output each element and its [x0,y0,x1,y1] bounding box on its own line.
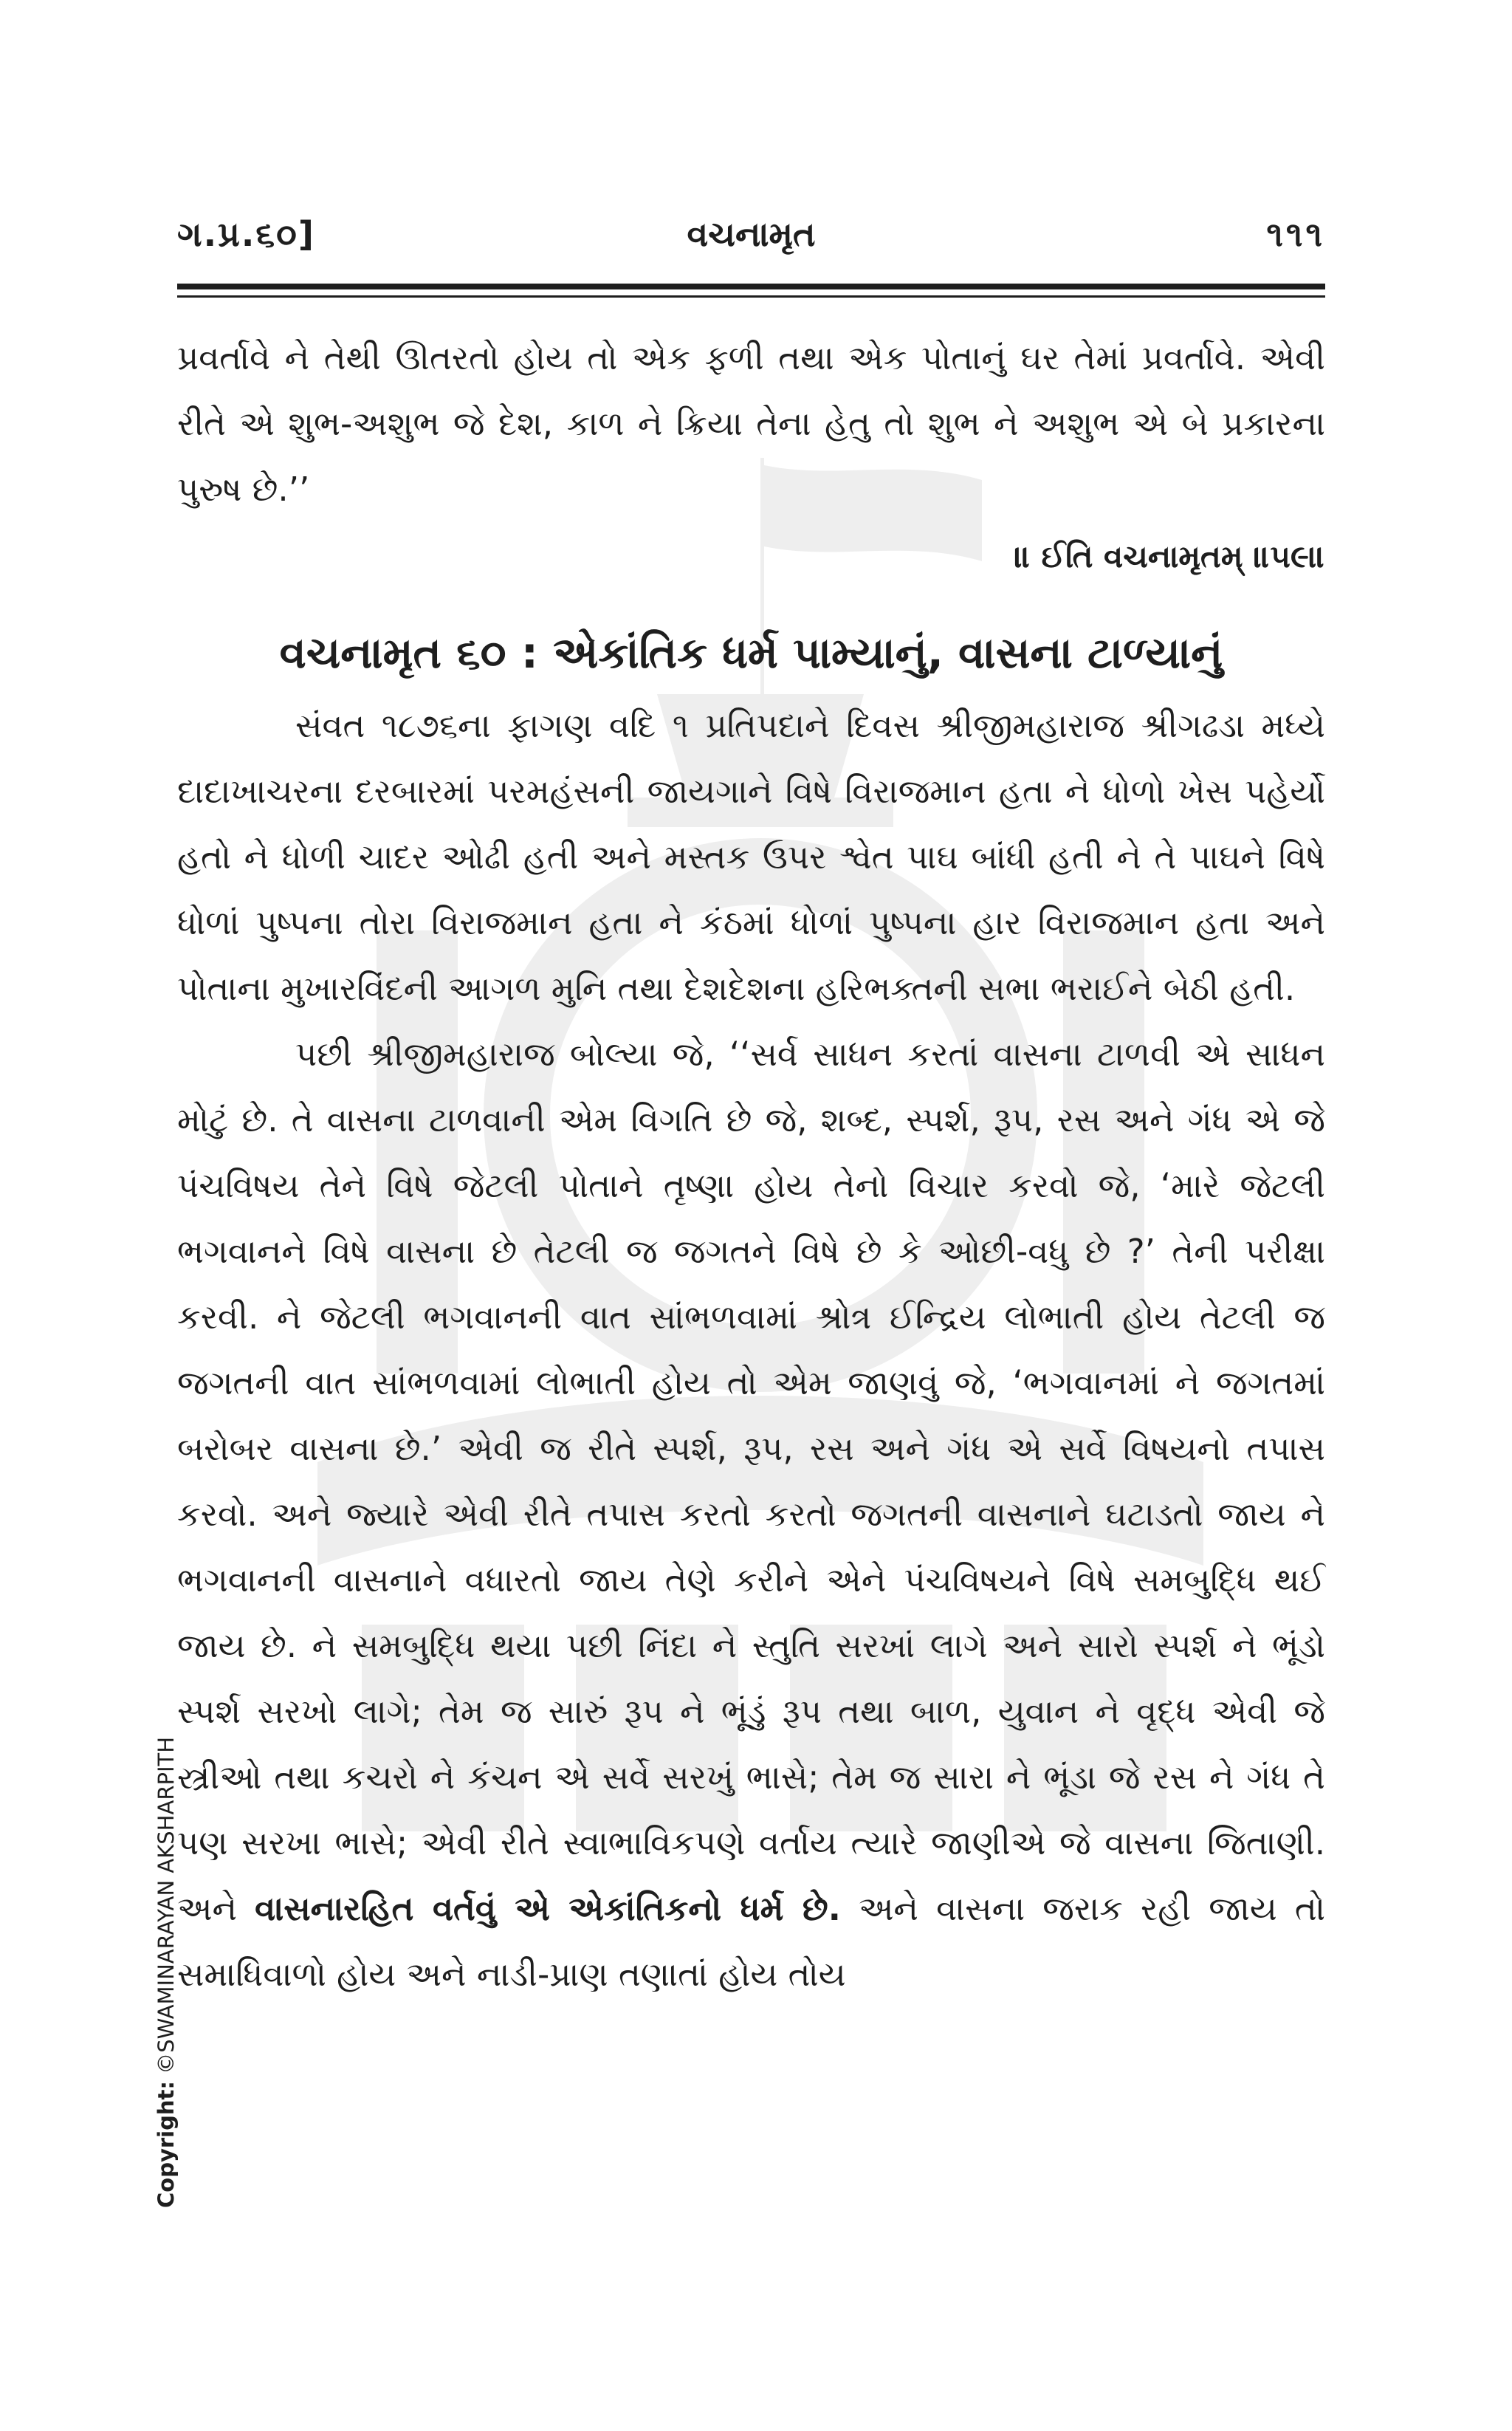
copyright-margin-note [154,1737,179,2208]
section-heading: વચનામૃત ૬૦ : એકાંતિક ધર્મ પામ્યાનું, વાસના ટાળ્યાનું [279,628,1223,678]
paragraph-main [177,1021,1325,2007]
page-body [177,325,1325,2007]
header-rule-thick [177,284,1325,289]
closing-mark: ॥ ઈતિ વચનામૃતમ્ ॥૫૯॥ [1014,538,1325,575]
header-page-number: ૧૧૧ [1266,214,1325,254]
paragraph-main-text: પછી શ્રીજીમહારાજ બોલ્યા જે, ‘‘સર્વ સાધન કરતાં વાસના ટાળવી એ સાધન મોટું છે. તે વાસના ટાળવાની એમ વિગતિ છે જે, શબ્દ, સ્પર્શ, રૂપ, રસ અને ગંધ એ જે પંચવિષય તેને વિષે જેટલી પોતાને તૃષ્ણા હોય તેનો વિચાર કરવો જે, ‘મારે જેટલી ભગવાનને વિષે વાસના છે તેટલી જ જગતને વિષે છે કે ઓછી-વધુ છે ?’ તેની પરીક્ષા કરવી. ને જેટલી ભગવાનની વાત સાંભળવામાં શ્રોત્ર ઈન્દ્રિય લોભાતી હોય તેટલી જ જગતની વાત સાંભળવામાં લોભાતી હોય તો એમ જાણવું જે, ‘ભગવાનમાં ને જગતમાં બરોબર વાસના છે.’ એવી જ રીતે સ્પર્શ, રૂપ, રસ અને ગંધ એ સર્વે વિષયનો તપાસ કરવો. અને જ્યારે એવી રીતે તપાસ કરતો કરતો જગતની વાસનાને ઘટાડતો જાય ને ભગવાનની વાસનાને વધારતો જાય તેણે કરીને એને પંચવિષયને વિષે સમબુદ્ધિ થઈ જાય છે. ને સમબુદ્ધિ થયા પછી નિંદા ને સ્તુતિ સરખાં લાગે અને સારો સ્પર્શ ને ભૂંડો સ્પર્શ સરખો લાગે; તેમ જ સારું રૂપ ને ભૂંડું રૂપ તથા બાળ, યુવાન ને વૃદ્ધ એવી જે સ્ત્રીઓ તથા કચરો ને કંચન એ સર્વે સરખું ભાસે; તેમ જ સારા ને ભૂંડા જે રસ ને ગંધ તે પણ સરખા ભાસે; એવી રીતે સ્વાભાવિકપણે વર્તાય ત્યારે જાણીએ જે વાસના જિતાણી. અને [177,1035,1325,1928]
running-header [177,214,1325,273]
paragraph-main-text-end: અને વાસના જરાક રહી જાય તો સમાધિવાળો હોય અને નાડી-પ્રાણ તણાતાં હોય તોય [177,1889,1325,1994]
copyright-text: ©SWAMINARAYAN AKSHARPITH [154,1736,179,2074]
paragraph-continuation: પ્રવર્તાવે ને તેથી ઊતરતો હોય તો એક ફળી તથા એક પોતાનું ઘર તેમાં પ્રવર્તાવે. એવી રીતે એ શુભ-અશુભ જે દેશ, કાળ ને ક્રિયા તેના હેતુ તો શુભ ને અશુભ એ બે પ્રકારના પુરુષ છે.’’ [177,338,1325,509]
copyright-label: Copyright: [154,2081,179,2208]
paragraph-main-emphasis: વાસનારહિત વર્તવું એ એકાંતિકનો ધર્મ છે. [255,1889,841,1928]
header-book-title: વચનામૃત [687,214,816,254]
paragraph-intro: સંવત ૧૮૭૬ના ફાગણ વદિ ૧ પ્રતિપદાને દિવસ શ્રીજીમહારાજ શ્રીગઢડા મધ્યે દાદાખાચરના દરબારમાં પરમહંસની જાયગાને વિષે વિરાજમાન હતા ને ધોળો ખેસ પહેર્યો હતો ને ધોળી ચાદર ઓઢી હતી અને મસ્તક ઉપર શ્વેત પાઘ બાંધી હતી ને તે પાઘને વિષે ધોળાં પુષ્પના તોરા વિરાજમાન હતા ને કંઠમાં ધોળાં પુષ્પના હાર વિરાજમાન હતા અને પોતાના મુખારવિંદની આગળ મુનિ તથા દેશદેશના હરિભક્તની સભા ભરાઈને બેઠી હતી. [177,706,1325,1008]
header-section-reference: ગ.પ્ર.૬૦] [177,214,315,254]
header-rule-thin [177,295,1325,298]
